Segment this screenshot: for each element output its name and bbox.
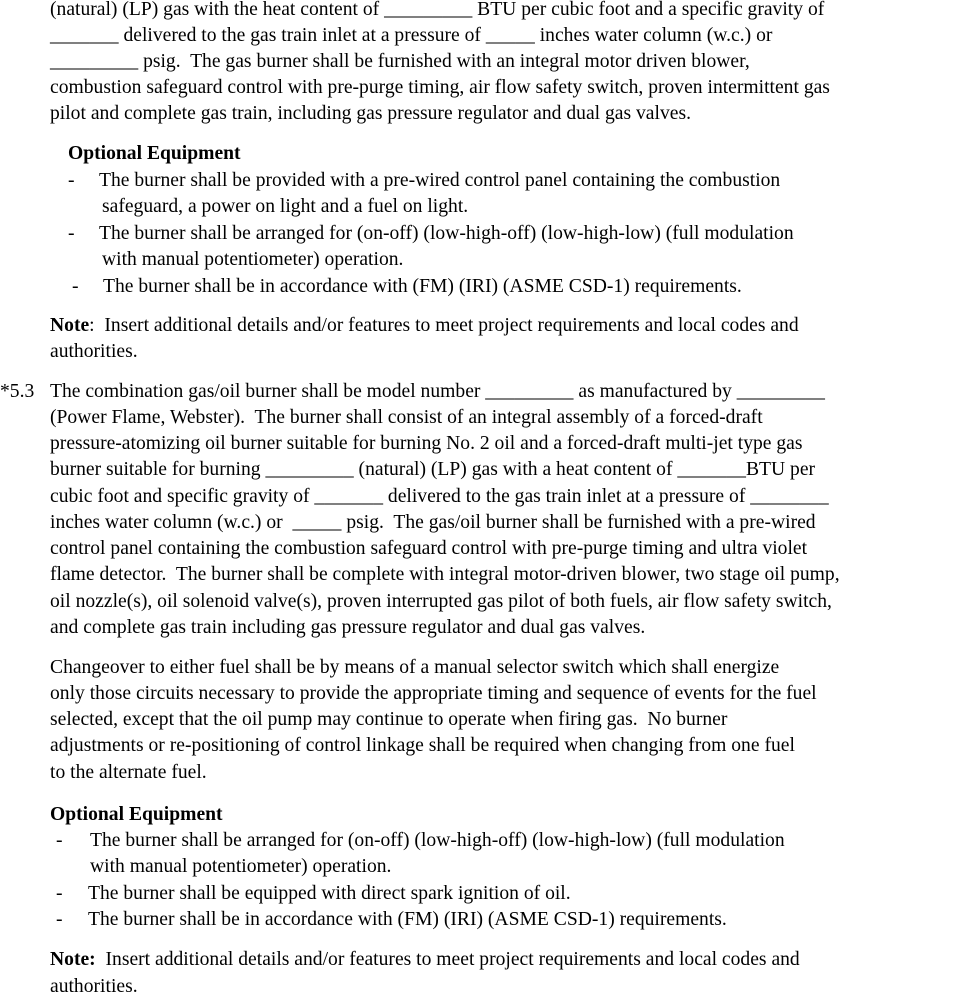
section-line: The combination gas/oil burner shall be model number _________ as manufactured by _________	[50, 381, 825, 402]
optional-equipment-heading: Optional Equipment	[68, 143, 241, 164]
changeover-line: selected, except that the oil pump may continue to operate when firing gas. No burner	[50, 709, 728, 730]
list-item: The burner shall be in accordance with (FM) (IRI) (ASME CSD-1) requirements.	[103, 276, 742, 297]
intro-line: combustion safeguard control with pre-purge timing, air flow safety switch, proven intermittent gas	[50, 77, 830, 98]
list-dash: -	[72, 276, 79, 297]
list-item: The burner shall be equipped with direct spark ignition of oil.	[88, 883, 571, 904]
list-item: The burner shall be in accordance with (FM) (IRI) (ASME CSD-1) requirements.	[88, 909, 727, 930]
list-dash: -	[56, 909, 63, 930]
note-continuation: authorities.	[50, 341, 138, 362]
intro-line: (natural) (LP) gas with the heat content of _________ BTU per cubic foot and a specific gravity of	[50, 0, 825, 20]
section-line: pressure-atomizing oil burner suitable for burning No. 2 oil and a forced-draft multi-jet type gas	[50, 433, 803, 454]
section-line: (Power Flame, Webster). The burner shall consist of an integral assembly of a forced-draft	[50, 407, 763, 428]
section-line: flame detector. The burner shall be complete with integral motor-driven blower, two stage oil pump,	[50, 564, 840, 585]
optional-equipment-heading: Optional Equipment	[50, 804, 223, 825]
section-line: oil nozzle(s), oil solenoid valve(s), proven interrupted gas pilot of both fuels, air flow safety switch,	[50, 591, 832, 612]
section-number: *5.3	[0, 381, 35, 402]
note-label: Note	[50, 315, 90, 336]
list-item: The burner shall be provided with a pre-wired control panel containing the combustion	[99, 170, 781, 191]
list-dash: -	[56, 830, 63, 851]
note-label: Note:	[50, 949, 96, 970]
changeover-line: adjustments or re-positioning of control linkage shall be required when changing from one fuel	[50, 735, 795, 756]
list-item: The burner shall be arranged for (on-off) (low-high-off) (low-high-low) (full modulation	[90, 830, 785, 851]
list-item-continuation: safeguard, a power on light and a fuel on light.	[102, 196, 469, 217]
note	[50, 948, 800, 972]
note-text: Insert additional details and/or features to meet project requirements and local codes and	[95, 949, 800, 970]
intro-line: _______ delivered to the gas train inlet at a pressure of _____ inches water column (w.c.) or	[50, 25, 773, 46]
section-line: cubic foot and specific gravity of _______ delivered to the gas train inlet at a pressure of ________	[50, 486, 829, 507]
section-line: control panel containing the combustion safeguard control with pre-purge timing and ultra violet	[50, 538, 808, 559]
list-dash: -	[56, 883, 63, 904]
note	[50, 314, 799, 338]
section-line: inches water column (w.c.) or _____ psig. The gas/oil burner shall be furnished with a pre-wired	[50, 512, 816, 533]
list-item: The burner shall be arranged for (on-off) (low-high-off) (low-high-low) (full modulation	[99, 223, 794, 244]
list-item-continuation: with manual potentiometer) operation.	[102, 249, 404, 270]
list-dash: -	[68, 223, 75, 244]
intro-line: _________ psig. The gas burner shall be furnished with an integral motor driven blower,	[50, 51, 750, 72]
changeover-line: only those circuits necessary to provide the appropriate timing and sequence of events for the fuel	[50, 683, 817, 704]
list-dash: -	[68, 170, 75, 191]
section-line: and complete gas train including gas pressure regulator and dual gas valves.	[50, 617, 646, 638]
changeover-line: Changeover to either fuel shall be by means of a manual selector switch which shall energize	[50, 657, 780, 678]
note-text: : Insert additional details and/or features to meet project requirements and local codes and	[89, 315, 799, 336]
section-line: burner suitable for burning _________ (natural) (LP) gas with a heat content of _______BTU per	[50, 459, 816, 480]
note-continuation: authorities.	[50, 976, 138, 997]
intro-line: pilot and complete gas train, including gas pressure regulator and dual gas valves.	[50, 103, 691, 124]
changeover-line: to the alternate fuel.	[50, 762, 207, 783]
list-item-continuation: with manual potentiometer) operation.	[90, 856, 392, 877]
